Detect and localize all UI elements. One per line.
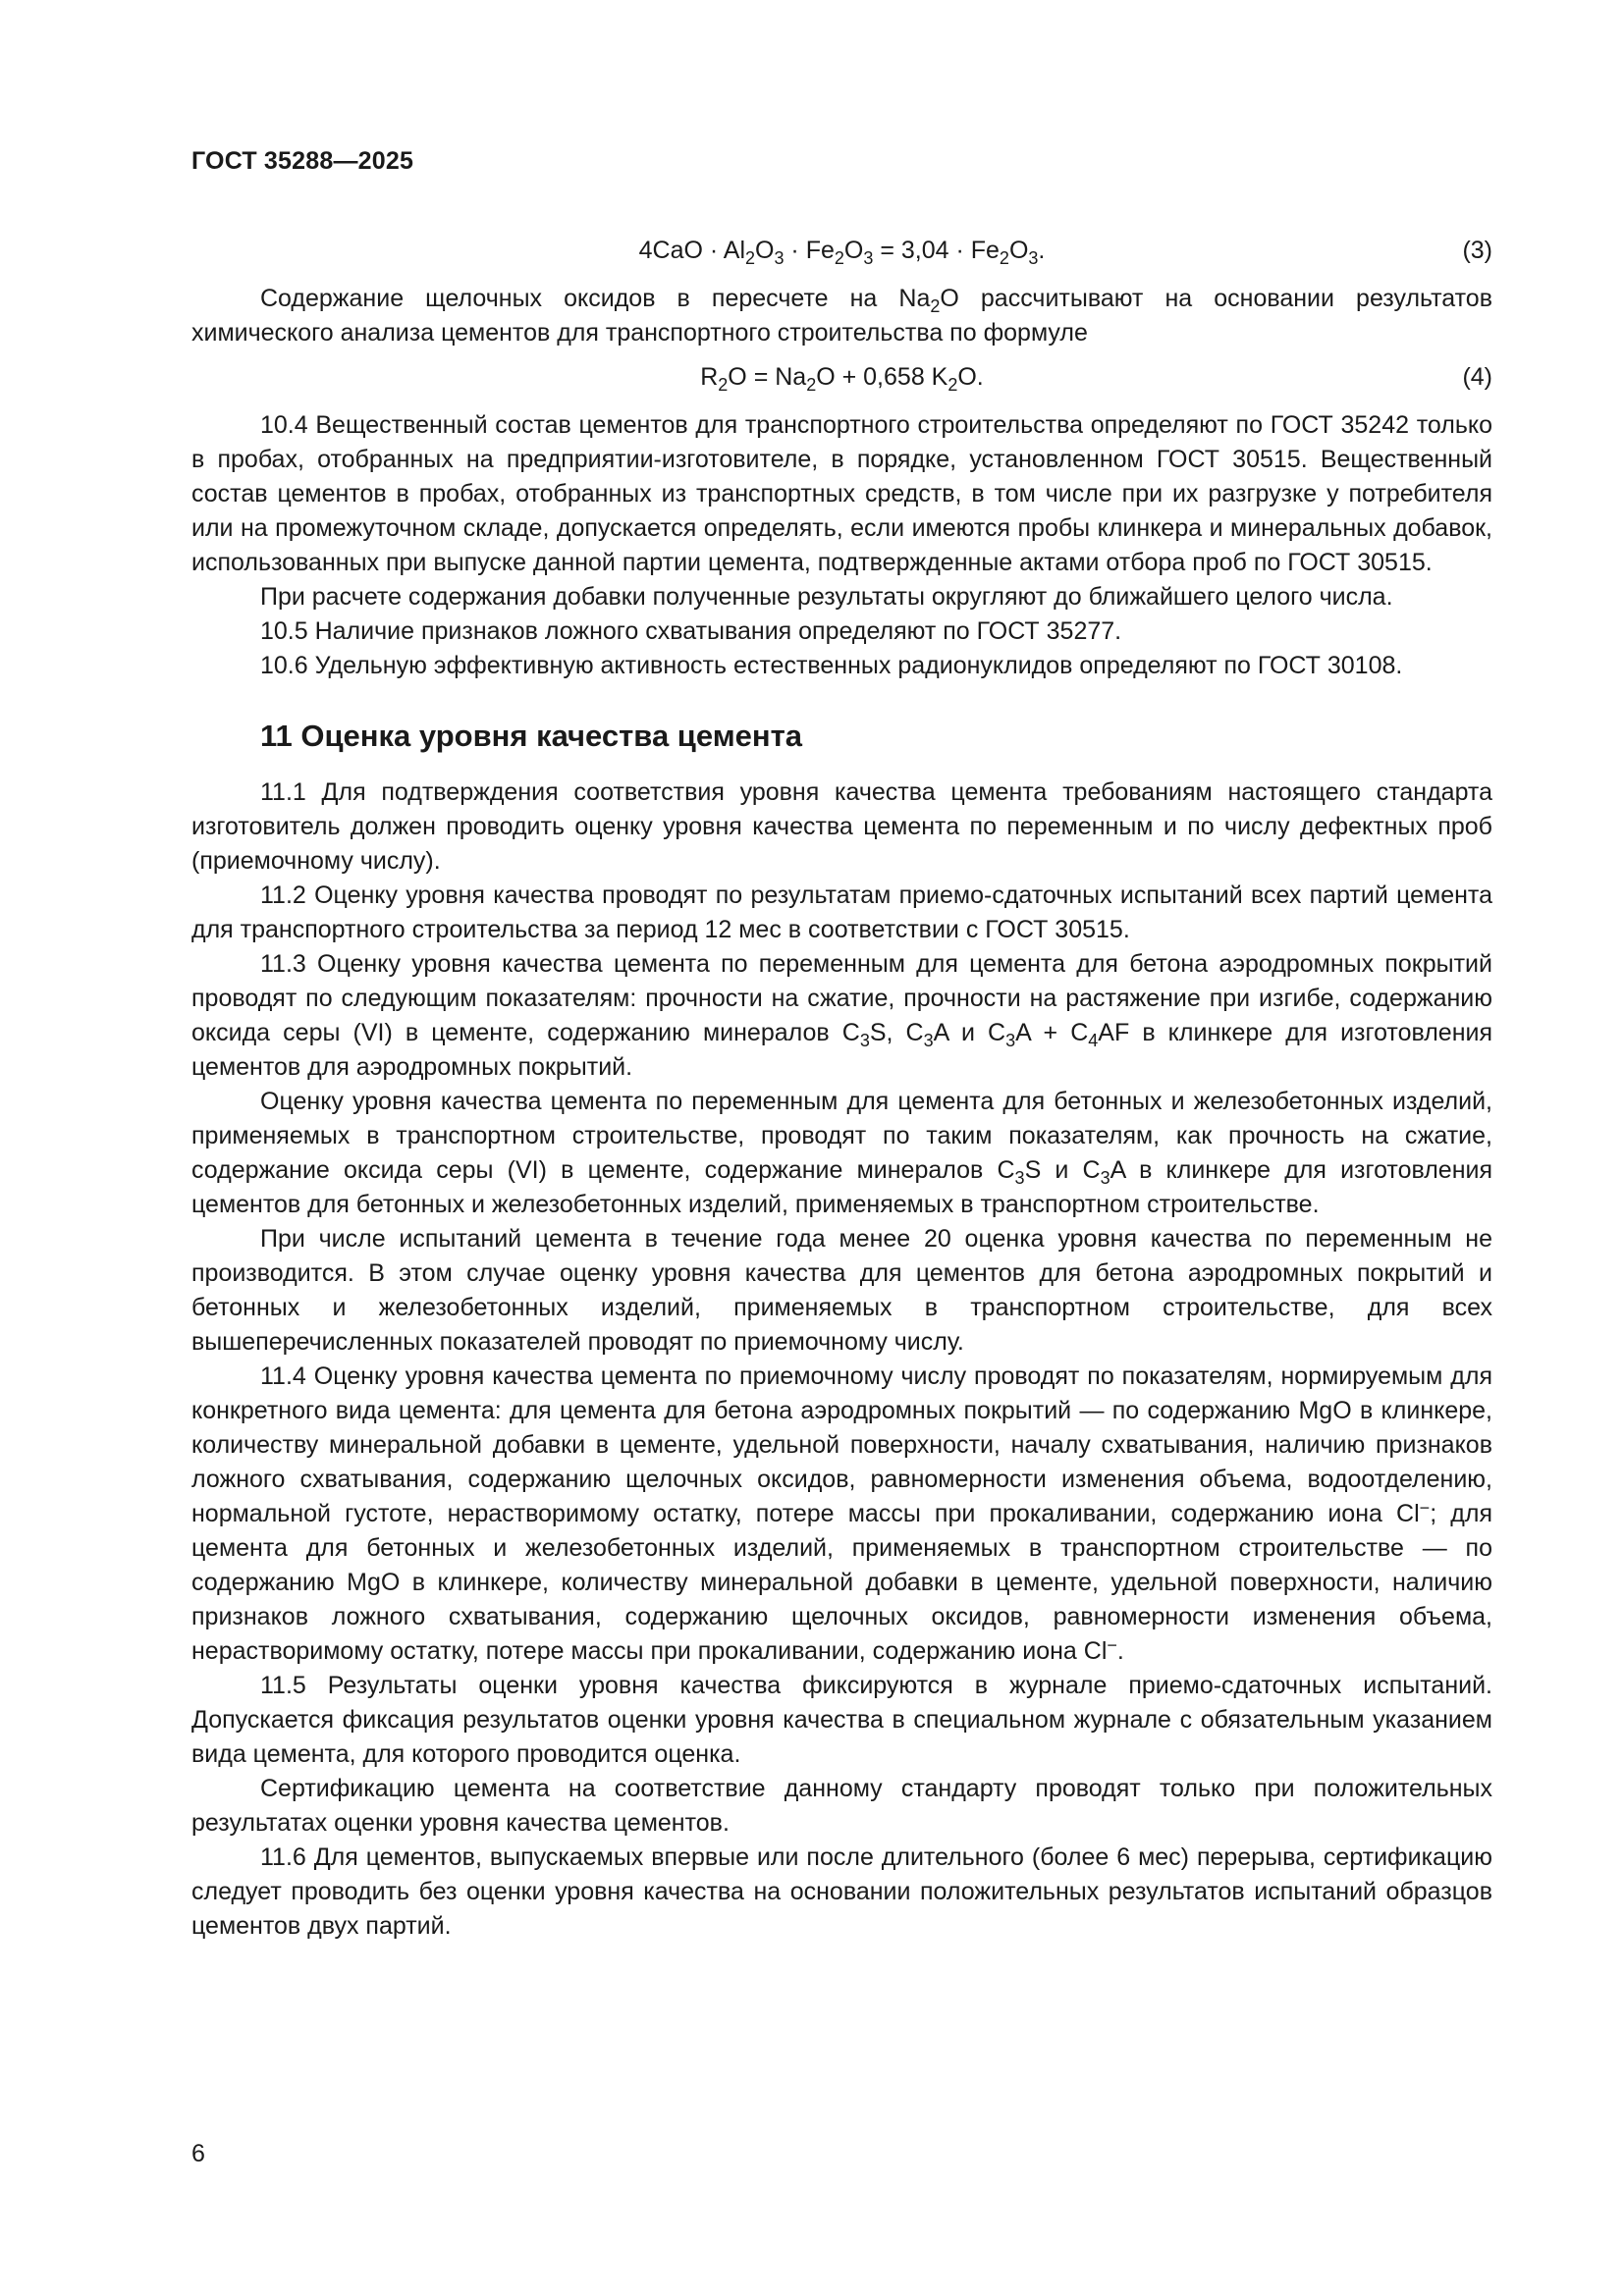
text-run: 10.5 Наличие признаков ложного схватывания определяют по ГОСТ 35277. — [260, 617, 1122, 645]
text-run: . — [1038, 237, 1046, 264]
text-run: 11.5 Результаты оценки уровня качества фиксируются в журнале приемо-сдаточных испытаний. Допускается фиксация результатов оценки уровня качества в специальном журнале с обязательным указанием вида цемента, для которого проводится оценка. — [191, 1672, 1492, 1768]
text-run: = 3,04 · Fe — [873, 237, 1000, 264]
text-run: 4CaO · Al — [638, 237, 745, 264]
text-run: 11 Оценка уровня качества цемента — [260, 719, 803, 753]
text-run: S и C — [1024, 1156, 1101, 1184]
text-run: O — [843, 237, 864, 264]
paragraph-11-5 — [191, 1669, 1492, 1772]
text-run: A + C — [1015, 1019, 1089, 1046]
paragraph-11-3 — [191, 947, 1492, 1085]
subscript: 2 — [947, 374, 958, 395]
document-body — [191, 224, 1492, 1944]
paragraph-11-3-concrete — [191, 1085, 1492, 1222]
subscript: 3 — [1005, 1030, 1016, 1050]
subscript: 3 — [1014, 1167, 1025, 1188]
text-run: S, C — [869, 1019, 924, 1046]
subscript: 3 — [1028, 247, 1039, 268]
subscript: 2 — [806, 374, 817, 395]
paragraph-10-5 — [191, 614, 1492, 649]
text-run: O рассчитывают на основании результатов химического анализа цементов для транспортного строительства по формуле — [191, 285, 1492, 347]
text-run: . — [1116, 1637, 1124, 1665]
subscript: 3 — [863, 247, 874, 268]
subscript: 2 — [999, 247, 1009, 268]
paragraph-11-3-count — [191, 1222, 1492, 1360]
text-run: Содержание щелочных оксидов в пересчете на Na — [260, 285, 931, 312]
text-run: 10.4 Вещественный состав цементов для транспортного строительства определяют по ГОСТ 35242 только в пробах, отобранных на предприятии-изготовителе, в порядке, установленном ГОСТ 30515. Вещественный состав цементов в пробах, отобранных из транспортных средств, в том числе при их разгрузке у потребителя или на промежуточном складе, допускается определять, если имеются пробы клинкера и минеральных добавок, использованных при выпуске данной партии цемента, подтвержденные актами отбора проб по ГОСТ 30515. — [191, 411, 1492, 576]
text-run: 10.6 Удельную эффективную активность естественных радионуклидов определяют по ГОСТ 30108. — [260, 652, 1403, 679]
text-run: 11.4 Оценку уровня качества цемента по приемочному числу проводят по показателям, нормируемым для конкретного вида цемента: для цемента для бетона аэродромных покрытий — по содержанию MgO в клинкере, количеству минеральной добавки в цементе, удельной поверхности, началу схватывания, наличию признаков ложного схватывания, содержанию щелочных оксидов, равномерности изменения объема, водоотделению, нормальной густоте, нерастворимому остатку, потере массы при прокаливании, содержанию иона Cl — [191, 1362, 1492, 1527]
formula-number: (4) — [1462, 363, 1492, 391]
subscript: 2 — [718, 374, 729, 395]
text-run: При числе испытаний цемента в течение года менее 20 оценка уровня качества по переменным не производится. В этом случае оценку уровня качества для цементов для бетона аэродромных покрытий и бетонных и железобетонных изделий, применяемых в транспортном строительстве, для всех вышеперечисленных показателей проводят по приемочному числу. — [191, 1225, 1492, 1356]
subscript: 3 — [774, 247, 785, 268]
paragraph-11-6 — [191, 1841, 1492, 1944]
formula-3 — [191, 234, 1492, 268]
text-run: R — [700, 363, 719, 391]
formula-expression — [639, 234, 1046, 268]
text-run: O = Na — [728, 363, 807, 391]
subscript: 2 — [834, 247, 844, 268]
subscript: 2 — [930, 295, 941, 316]
paragraph-11-4 — [191, 1360, 1492, 1669]
paragraph-10-6 — [191, 649, 1492, 683]
subscript: 4 — [1088, 1030, 1099, 1050]
page-header: ГОСТ 35288—2025 — [191, 147, 414, 175]
subscript: 2 — [745, 247, 756, 268]
text-run: При расчете содержания добавки полученные результаты округляют до ближайшего целого числа. — [260, 583, 1393, 611]
text-run: O. — [957, 363, 984, 391]
text-run: O + 0,658 K — [816, 363, 948, 391]
subscript: 3 — [1100, 1167, 1110, 1188]
paragraph-alkali — [191, 282, 1492, 350]
subscript: 3 — [923, 1030, 934, 1050]
text-run: · Fe — [784, 237, 835, 264]
text-run: 11.3 Оценку уровня качества цемента по переменным для цемента для бетона аэродромных покрытий проводят по следующим показателям: прочности на сжатие, прочности на растяжение при изгибе, содержанию оксида серы (VI) в цементе, содержанию минералов C — [191, 950, 1492, 1046]
formula-number: (3) — [1462, 237, 1492, 264]
text-run: Сертификацию цемента на соответствие данному стандарту проводят только при положительных результатах оценки уровня качества цементов. — [191, 1775, 1492, 1837]
section-heading-11 — [191, 717, 1492, 756]
superscript: − — [1419, 1497, 1431, 1518]
text-run: O — [755, 237, 775, 264]
formula-4 — [191, 360, 1492, 395]
text-run: AF в клинкере для изготовления цементов для аэродромных покрытий. — [191, 1019, 1493, 1081]
text-run: 11.1 Для подтверждения соответствия уровня качества цемента требованиям настоящего стандарта изготовитель должен проводить оценку уровня качества цемента по переменным и по числу дефектных проб (приемочному числу). — [191, 778, 1492, 875]
text-run: ; для цемента для бетонных и железобетонных изделий, применяемых в транспортном строительстве — по содержанию MgO в клинкере, количеству минеральной добавки в цементе, удельной поверхности, наличию признаков ложного схватывания, содержанию щелочных оксидов, равномерности изменения объема, нерастворимому остатку, потере массы при прокаливании, содержанию иона Cl — [191, 1500, 1492, 1665]
superscript: − — [1107, 1634, 1117, 1655]
text-run: 11.6 Для цементов, выпускаемых впервые или после длительного (более 6 мес) перерыва, сертификацию следует проводить без оценки уровня качества на основании положительных результатов испытаний образцов цементов двух партий. — [191, 1843, 1492, 1940]
text-run: A и C — [933, 1019, 1006, 1046]
document-page — [191, 0, 1492, 2296]
paragraph-11-1 — [191, 775, 1492, 879]
paragraph-10-4 — [191, 408, 1492, 580]
text-run: Оценку уровня качества цемента по переменным для цемента для бетонных и железобетонных изделий, применяемых в транспортном строительстве, проводят по таким показателям, как прочность на сжатие, содержание оксида серы (VI) в цементе, содержание минералов C — [191, 1088, 1492, 1184]
page-number: 6 — [191, 2140, 205, 2167]
subscript: 3 — [859, 1030, 870, 1050]
paragraph-10-4-rounding — [191, 580, 1492, 614]
paragraph-11-5-certification — [191, 1772, 1492, 1841]
text-run: O — [1008, 237, 1029, 264]
paragraph-11-2 — [191, 879, 1492, 947]
text-run: 11.2 Оценку уровня качества проводят по результатам приемо-сдаточных испытаний всех партий цемента для транспортного строительства за период 12 мес в соответствии с ГОСТ 30515. — [191, 881, 1492, 943]
text-run: A в клинкере для изготовления цементов для бетонных и железобетонных изделий, применяемых в транспортном строительстве. — [191, 1156, 1492, 1218]
formula-expression — [700, 360, 984, 395]
